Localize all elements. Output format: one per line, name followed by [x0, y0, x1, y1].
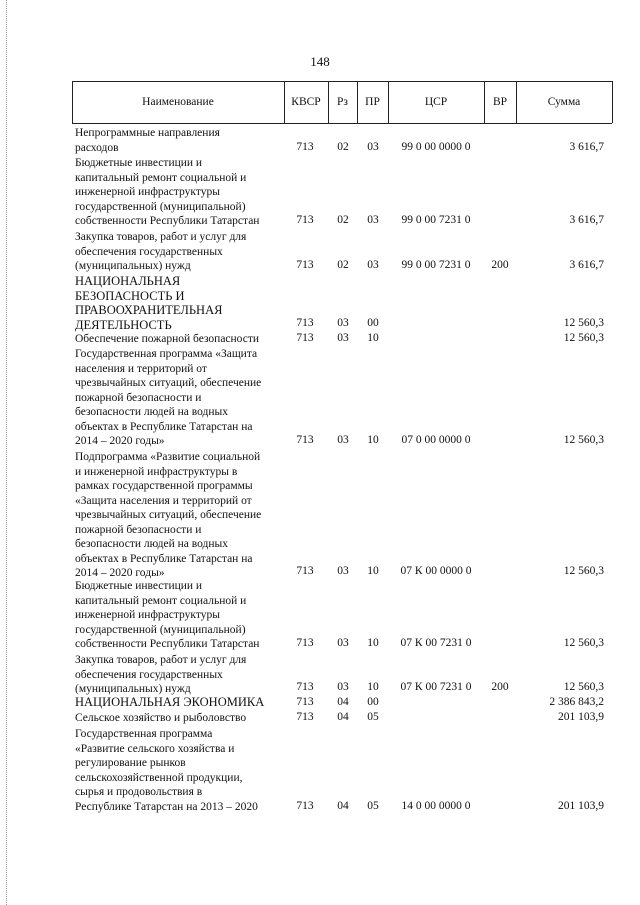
row-pr: 03	[367, 141, 379, 153]
page-edge-dots	[6, 0, 7, 905]
row-sum: 201 103,9	[558, 800, 604, 812]
row-pr: 10	[367, 434, 379, 446]
row-kvsr: 713	[296, 711, 314, 723]
row-rz: 04	[337, 800, 349, 812]
table-top-border	[72, 81, 612, 82]
row-kvsr: 713	[296, 637, 314, 649]
row-sum: 3 616,7	[569, 141, 604, 153]
row-sum: 12 560,3	[563, 332, 604, 344]
row-sum: 201 103,9	[558, 711, 604, 723]
row-rz: 04	[337, 696, 349, 708]
row-rz: 03	[337, 317, 349, 329]
row-pr: 03	[367, 259, 379, 271]
header-kvsr: КВСР	[291, 96, 321, 108]
row-name: Закупка товаров, работ и услуг для обеспечения государственных (муниципальных) нужд	[75, 654, 247, 695]
row-rz: 04	[337, 711, 349, 723]
header-pr: ПР	[365, 96, 380, 108]
row-csr: 07 К 00 0000 0	[400, 565, 472, 577]
row-pr: 10	[367, 637, 379, 649]
row-name: Закупка товаров, работ и услуг для обеспечения государственных (муниципальных) нужд	[75, 231, 247, 272]
row-pr: 03	[367, 214, 379, 226]
row-rz: 03	[337, 681, 349, 693]
row-kvsr: 713	[296, 434, 314, 446]
header-sum: Сумма	[547, 96, 581, 108]
row-rz: 03	[337, 332, 349, 344]
row-sum: 12 560,3	[563, 637, 604, 649]
row-rz: 02	[337, 214, 349, 226]
row-rz: 03	[337, 637, 349, 649]
row-kvsr: 713	[296, 214, 314, 226]
row-name: Обеспечение пожарной безопасности	[75, 333, 260, 345]
row-csr: 99 0 00 7231 0	[401, 214, 471, 226]
row-kvsr: 713	[296, 800, 314, 812]
row-csr: 99 0 00 7231 0	[401, 259, 471, 271]
row-csr: 07 0 00 0000 0	[401, 434, 471, 446]
row-sum: 12 560,3	[563, 681, 604, 693]
row-pr: 05	[367, 711, 379, 723]
row-kvsr: 713	[296, 681, 314, 693]
row-name: Бюджетные инвестиции и капитальный ремонт социальной и инженерной инфраструктуры государственной (муниципальной) собственности Республики Татарстан	[75, 580, 260, 650]
header-name: Наименование	[142, 96, 214, 108]
row-kvsr: 713	[296, 259, 314, 271]
row-sum: 2 386 843,2	[549, 696, 604, 708]
row-sum: 3 616,7	[569, 259, 604, 271]
row-pr: 00	[367, 696, 379, 708]
row-pr: 00	[367, 317, 379, 329]
row-vr: 200	[491, 259, 509, 271]
row-name: Государственная программа «Развитие сельского хозяйства и регулирование рынков сельскохозяйственной продукции, сырья и продовольствия в Республике Татарстан на 2013 – 2020	[75, 728, 258, 813]
header-csr: ЦСР	[424, 96, 448, 108]
row-csr: 99 0 00 0000 0	[401, 141, 471, 153]
row-name: Бюджетные инвестиции и капитальный ремонт социальной и инженерной инфраструктуры государственной (муниципальной) собственности Республики Татарстан	[75, 157, 260, 227]
header-rz: Рз	[337, 96, 348, 108]
row-name: НАЦИОНАЛЬНАЯ ЭКОНОМИКА	[75, 695, 265, 709]
row-sum: 12 560,3	[563, 565, 604, 577]
row-sum: 12 560,3	[563, 317, 604, 329]
row-pr: 10	[367, 565, 379, 577]
row-pr: 10	[367, 681, 379, 693]
row-kvsr: 713	[296, 332, 314, 344]
row-pr: 10	[367, 332, 379, 344]
page-number: 148	[310, 54, 330, 69]
row-kvsr: 713	[296, 317, 314, 329]
row-sum: 3 616,7	[569, 214, 604, 226]
row-sum: 12 560,3	[563, 434, 604, 446]
row-name: Сельское хозяйство и рыболовство	[75, 712, 247, 724]
header-vr: ВР	[492, 96, 508, 108]
row-name: Непрограммные направления расходов	[75, 127, 220, 154]
row-name: Подпрограмма «Развитие социальной и инженерной инфраструктуры в рамках государственной программы «Защита населения и территорий от чрезвычайных ситуаций, обеспечение пожарной безопасности и безопасности людей на водных объектах в Республике Татарстан на 2014 – 2020 годы»	[75, 451, 262, 579]
row-rz: 03	[337, 434, 349, 446]
row-name: НАЦИОНАЛЬНАЯ БЕЗОПАСНОСТЬ И ПРАВООХРАНИТЕЛЬНАЯ ДЕЯТЕЛЬНОСТЬ	[75, 274, 223, 332]
row-kvsr: 713	[296, 696, 314, 708]
row-rz: 02	[337, 259, 349, 271]
row-csr: 07 К 00 7231 0	[400, 637, 472, 649]
row-csr: 07 К 00 7231 0	[400, 681, 472, 693]
row-vr: 200	[491, 681, 509, 693]
row-kvsr: 713	[296, 141, 314, 153]
table-right-border	[612, 81, 613, 123]
row-pr: 05	[367, 800, 379, 812]
row-kvsr: 713	[296, 565, 314, 577]
header-bottom-border	[72, 123, 612, 124]
row-rz: 03	[337, 565, 349, 577]
row-csr: 14 0 00 0000 0	[401, 800, 471, 812]
row-rz: 02	[337, 141, 349, 153]
row-name: Государственная программа «Защита населения и территорий от чрезвычайных ситуаций, обеспечение пожарной безопасности и безопасности людей на водных объектах в Республике Татарстан на 2014 – 2020 годы»	[75, 348, 262, 447]
